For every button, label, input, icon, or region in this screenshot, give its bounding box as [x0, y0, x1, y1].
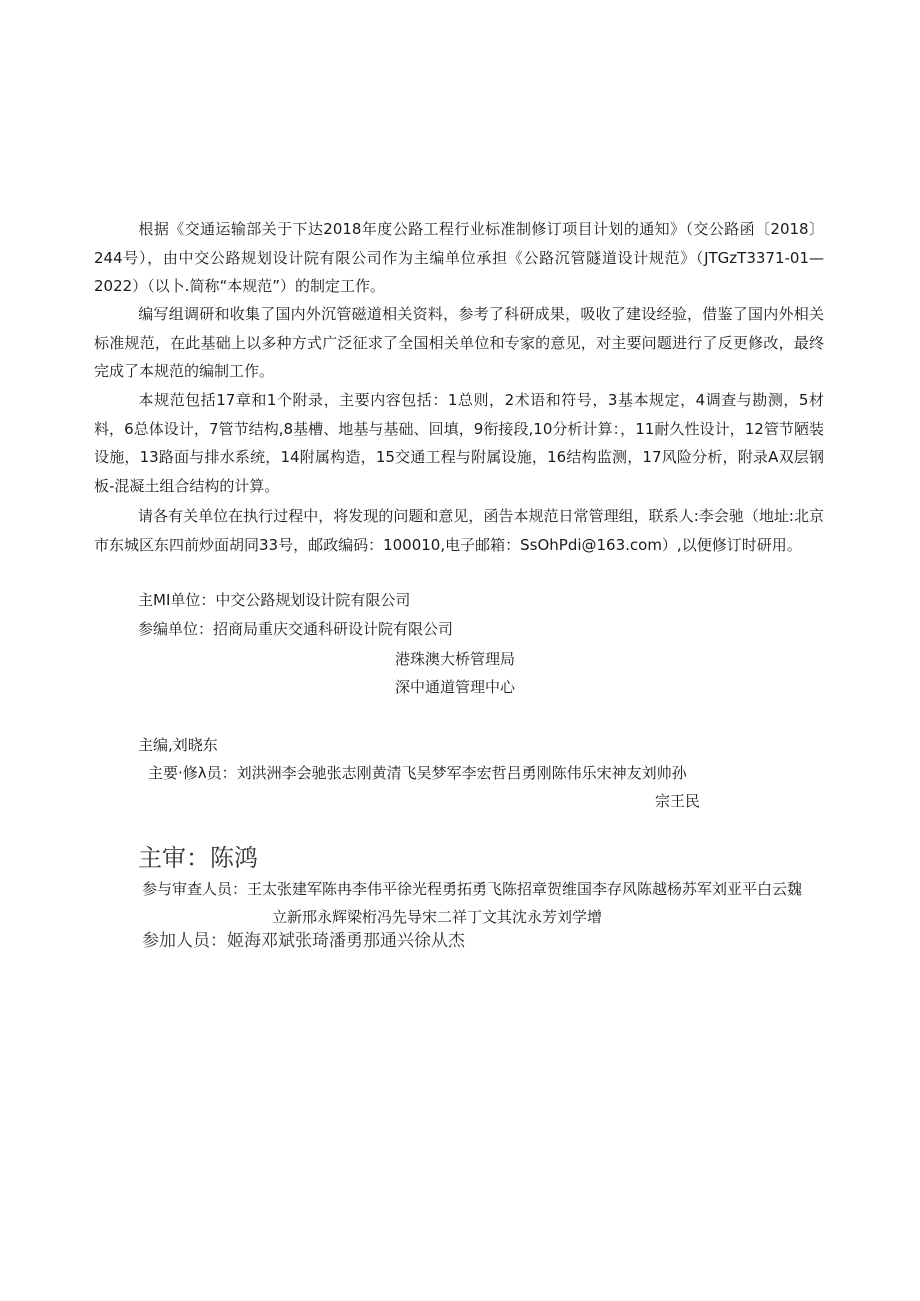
foreword-paragraph-3 [94, 386, 824, 500]
participating-unit-3: 深中通道管理中心 [395, 678, 516, 696]
participating-unit-1: 参编单位：招商局重庆交通科研设计院有限公司 [138, 620, 454, 638]
foreword-paragraph-1-text: 根据《交通运输部关于下达2018年度公路工程行业标准制修订项目计划的通知》（交公路函〔2018〕244号），由中交公路规划设计院有限公司作为主编单位承担《公路沉管隧道设计规范》（JTGzT3371-01—2022）（以卜.简称“本规范”）的制定工作。 [94, 220, 824, 295]
chief-unit: 主MI单位：中交公路规划设计院有限公司 [138, 591, 411, 609]
foreword-paragraph-2-text: 编写组调研和收集了国内外沉管磁道相关资料，参考了科研成果，吸收了建设经验，借鉴了国内外相关标准规范，在此基础上以多种方式广泛征求了全国相关单位和专家的意见，对主要问题进行了反更修改，最终完成了本规范的编制工作。 [94, 305, 824, 380]
participating-unit-2: 港珠澳大桥管理局 [395, 650, 516, 668]
chief-editor: 主编,刘晓东 [138, 736, 218, 754]
foreword-paragraph-2 [94, 300, 824, 386]
foreword-paragraph-3-text: 本规范包括17章和1个附录，主要内容包括：1总则，2术语和符号，3基本规定，4调查与勘测，5材料，6总体设计，7管节结构,8基槽、地基与基础、回填，9衔接段,10分析计算：，11耐久性设计，12管节陋装设施，13路面与排水系统，14附属构造，15交通工程与附属设施，16结构监测，17风险分析，附录A双层钢板-混凝土组合结构的计算。 [94, 391, 824, 495]
foreword-paragraph-4-text: 请各有关单位在执行过程中，将发现的问题和意见，函告本规范日常管理组，联系人:李会驰（地址:北京市东城区东四前炒面胡同33号，邮政编码：100010,电子邮箱：SsOhPdi@163.com）,以便修订时研用。 [94, 507, 824, 554]
chief-reviewer: 主审：陈鸿 [138, 844, 258, 872]
review-participants-line-1: 参与审查人员：王太张建军陈冉李伟平徐光程勇拓勇飞陈招章贺维国李存风陈越杨苏军刘亚平白云魏 [142, 880, 803, 898]
foreword-paragraph-1 [94, 215, 824, 301]
review-attendees: 参加人员：姬海邓斌张琦潘勇那通兴徐从杰 [142, 931, 465, 951]
main-drafters-line-2: 宗王民 [655, 792, 701, 810]
foreword-paragraph-4 [94, 502, 824, 559]
review-participants-line-2: 立新邢永辉梁桁冯先导宋二祥丁文其沈永芳刘学增 [272, 908, 603, 926]
main-drafters-line-1: 主要·修λ员：刘洪洲李会驰张志刚黄清飞吴梦军李宏哲吕勇刚陈伟乐宋神友刘帅孙 [148, 764, 687, 782]
